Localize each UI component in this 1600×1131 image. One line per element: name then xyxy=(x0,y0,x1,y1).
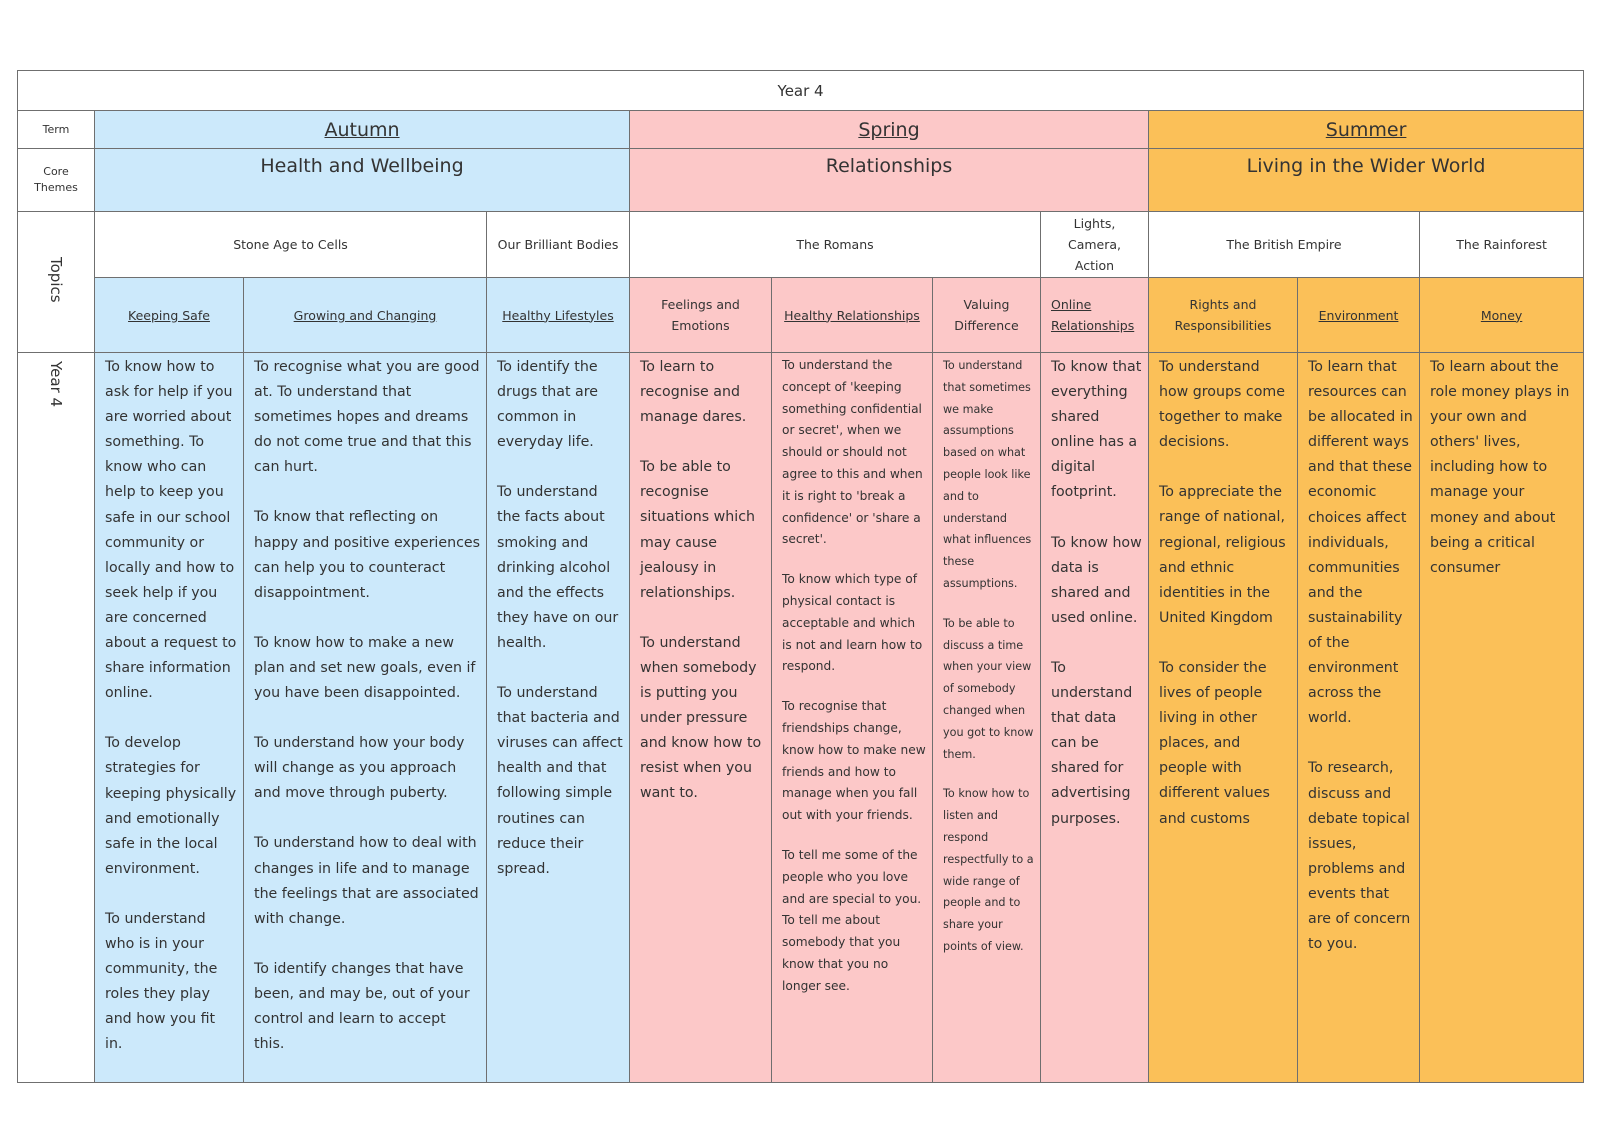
unit-body-feelings-emotions xyxy=(630,353,772,1083)
unit-body-valuing-difference xyxy=(933,353,1041,1083)
topic-british-empire: The British Empire xyxy=(1149,212,1420,278)
unit-body-money xyxy=(1420,353,1584,1083)
topic-romans: The Romans xyxy=(630,212,1041,278)
unit-objective: To identify the drugs that are common in everyday life. xyxy=(497,359,599,451)
topic-lights-text: Lights, Camera, Action xyxy=(1067,216,1122,273)
topics-label-text: Topics xyxy=(47,257,65,303)
unit-heading-growing-changing: Growing and Changing xyxy=(244,278,487,353)
unit-objective: To research, discuss and debate topical issues, problems and events that are of concern to you. xyxy=(1308,760,1411,953)
topics-row-label xyxy=(18,212,95,353)
unit-objective: To know that reflecting on happy and positive experiences can help you to counteract disappointment. xyxy=(254,509,480,601)
unit-heading-environment: Environment xyxy=(1298,278,1420,353)
term-row-label: Term xyxy=(18,111,95,149)
unit-objective: To understand that bacteria and viruses can affect health and that following simple routines can reduce their spread. xyxy=(497,685,623,877)
unit-heading-valuing-text: Valuing Difference xyxy=(954,297,1019,333)
year-4-pshe-plan-table xyxy=(17,70,1584,1083)
unit-objective: To be able to recognise situations which may cause jealousy in relationships. xyxy=(640,459,755,601)
year-row-label xyxy=(18,353,95,1083)
unit-heading-valuing-difference xyxy=(933,278,1041,353)
unit-objective: To know how to listen and respond respectfully to a wide range of people and to share your points of view. xyxy=(943,787,1034,953)
unit-body-healthy-relationships xyxy=(772,353,933,1083)
unit-objective: To know that everything shared online has a digital footprint. xyxy=(1051,359,1142,501)
unit-heading-keeping-safe: Keeping Safe xyxy=(95,278,244,353)
term-autumn: Autumn xyxy=(95,111,630,149)
unit-objective: To learn about the role money plays in your own and others' lives, including how to manage your money and about being a critical consumer xyxy=(1430,359,1570,576)
unit-heading-rights-responsibilities xyxy=(1149,278,1298,353)
theme-autumn: Health and Wellbeing xyxy=(95,149,630,212)
unit-objective: To develop strategies for keeping physically and emotionally safe in the local environment. xyxy=(105,735,237,877)
term-spring: Spring xyxy=(630,111,1149,149)
topic-rainforest: The Rainforest xyxy=(1420,212,1584,278)
core-themes-label-text: Core Themes xyxy=(34,165,78,194)
unit-objective: To understand who is in your community, the roles they play and how you fit in. xyxy=(105,910,218,1053)
unit-objective: To understand the facts about smoking and drinking alcohol and the effects they have on our health. xyxy=(497,484,619,651)
unit-objective: To know how data is shared and used online. xyxy=(1051,534,1142,626)
unit-objective: To recognise that friendships change, know how to make new friends and how to manage when you fall out with your friends. xyxy=(782,699,926,823)
unit-objective: To know how to make a new plan and set new goals, even if you have been disappointed. xyxy=(254,634,476,702)
unit-body-online-relationships xyxy=(1041,353,1149,1083)
unit-objective: To consider the lives of people living in other places, and people with different values and customs xyxy=(1159,659,1270,827)
topic-lights-camera-action xyxy=(1041,212,1149,278)
unit-objective: To understand how to deal with changes in life and to manage the feelings that are associated with change. xyxy=(254,835,479,927)
unit-objective: To appreciate the range of national, regional, religious and ethnic identities in the United Kingdom xyxy=(1159,484,1286,626)
unit-heading-healthy-lifestyles: Healthy Lifestyles xyxy=(487,278,630,353)
unit-heading-healthy-relationships: Healthy Relationships xyxy=(772,278,933,353)
unit-objective: To be able to discuss a time when your view of somebody changed when you got to know them. xyxy=(943,616,1034,761)
unit-objective: To identify changes that have been, and may be, out of your control and learn to accept this. xyxy=(254,960,470,1053)
topic-stone-age: Stone Age to Cells xyxy=(95,212,487,278)
unit-objective: To understand when somebody is putting you under pressure and know how to resist when you want to. xyxy=(640,634,762,802)
unit-heading-feelings-emotions xyxy=(630,278,772,353)
unit-heading-feelings-text: Feelings and Emotions xyxy=(661,297,740,333)
unit-objective: To tell me some of the people who you love and are special to you. To tell me about somebody that you know that you no longer see. xyxy=(782,847,922,993)
unit-body-keeping-safe xyxy=(95,353,244,1083)
theme-spring: Relationships xyxy=(630,149,1149,212)
unit-heading-online-relationships: Online Relationships xyxy=(1041,278,1149,353)
unit-heading-rights-text: Rights and Responsibilities xyxy=(1174,297,1272,333)
core-themes-row-label xyxy=(18,149,95,212)
unit-objective: To know which type of physical contact is acceptable and which is not and learn how to respond. xyxy=(782,572,923,674)
unit-objective: To understand the concept of 'keeping something confidential or secret', when we should or should not agree to this and when it is right to 'break a confidence' or 'share a secret'. xyxy=(782,358,923,547)
unit-objective: To learn to recognise and manage dares. xyxy=(640,359,747,426)
theme-summer: Living in the Wider World xyxy=(1149,149,1584,212)
unit-body-rights-responsibilities xyxy=(1149,353,1298,1083)
unit-objective: To understand how your body will change as you approach and move through puberty. xyxy=(254,735,465,802)
unit-objective: To know how to ask for help if you are worried about something. To know who can help to keep you safe in our school community or locally and how to seek help if you are concerned about a request to share information online. xyxy=(105,359,237,702)
unit-objective: To recognise what you are good at. To understand that sometimes hopes and dreams do not come true and that this can hurt. xyxy=(254,359,480,476)
unit-objective: To understand that sometimes we make assumptions based on what people look like and to understand what influences these assumptions. xyxy=(943,359,1032,590)
unit-objective: To understand that data can be shared for advertising purposes. xyxy=(1051,659,1133,827)
unit-objective: To understand how groups come together to make decisions. xyxy=(1159,359,1285,451)
unit-body-growing-changing xyxy=(244,353,487,1083)
table-title: Year 4 xyxy=(18,71,1584,111)
topic-brilliant-bodies: Our Brilliant Bodies xyxy=(487,212,630,278)
unit-objective: To learn that resources can be allocated in different ways and that these economic choices affect individuals, communities and the sustainability of the environment across the world. xyxy=(1308,359,1413,727)
unit-body-environment xyxy=(1298,353,1420,1083)
term-summer: Summer xyxy=(1149,111,1584,149)
unit-heading-money: Money xyxy=(1420,278,1584,353)
unit-body-healthy-lifestyles xyxy=(487,353,630,1083)
year-label-text: Year 4 xyxy=(47,361,65,408)
